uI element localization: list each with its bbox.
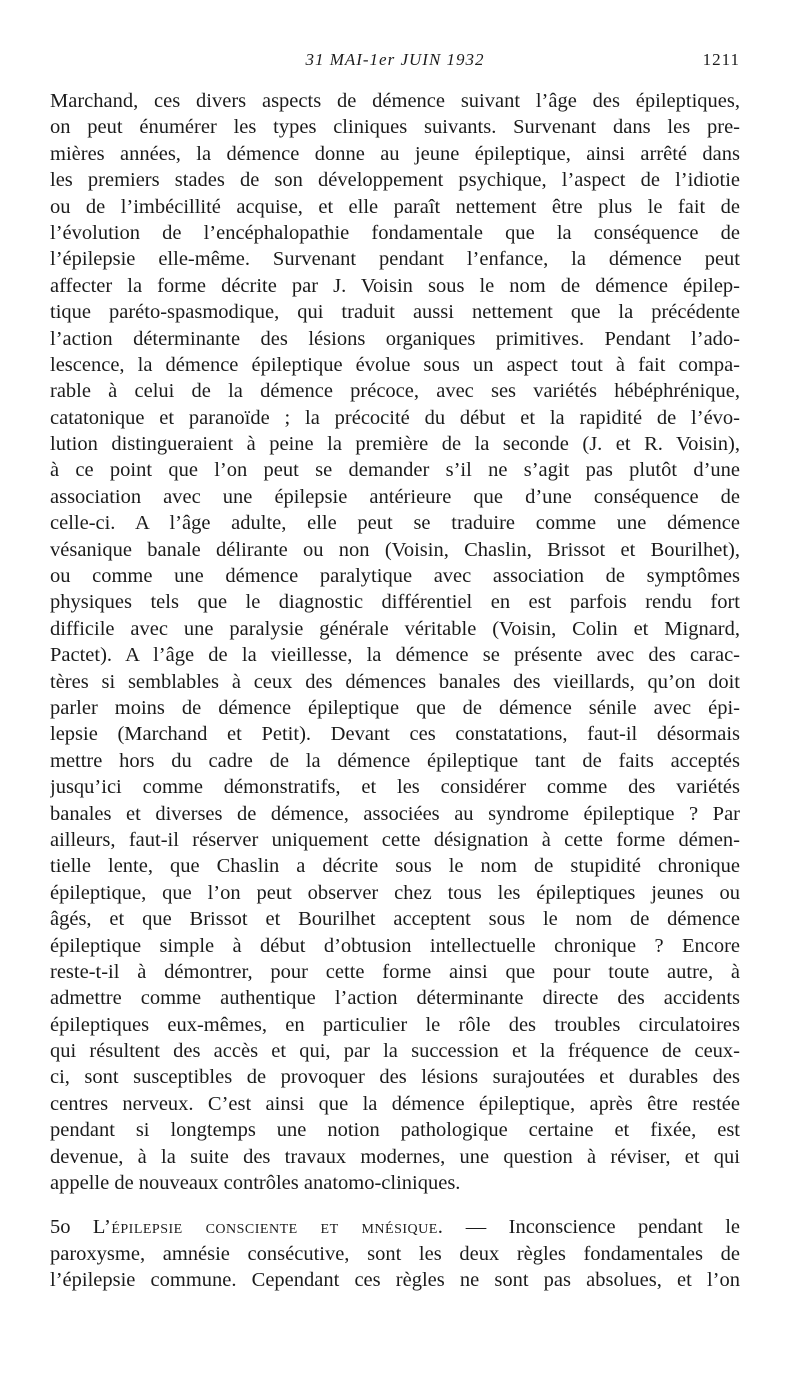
text-line: catatonique et paranoïde ; la précocité du début et la rapidité de l’évo- <box>50 406 740 429</box>
text-line: rable à celui de la démence précoce, avec ses variétés hébéphrénique, <box>50 380 740 403</box>
text-line: parler moins de démence épileptique que de démence sénile avec épi- <box>50 696 740 719</box>
text-line: ailleurs, faut-il réserver uniquement cette désignation à cette forme démen- <box>50 828 740 851</box>
text-line: jusqu’ici comme démonstratifs, et les considérer comme des variétés <box>50 776 740 799</box>
running-header <box>50 50 740 76</box>
text-line: qui résultent des accès et qui, par la succession et la fréquence de ceux- <box>50 1040 740 1063</box>
journal-page <box>50 50 740 1294</box>
text-line: lescence, la démence épileptique évolue sous un aspect tout à fait compa- <box>50 353 740 376</box>
text-line: lepsie (Marchand et Petit). Devant ces constatations, faut-il désormais <box>50 723 740 746</box>
section-heading: L’épilepsie consciente et mnésique. <box>92 1216 444 1239</box>
text-line: mières années, la démence donne au jeune épileptique, ainsi arrêté dans <box>50 142 740 165</box>
text-line: difficile avec une paralysie générale véritable (Voisin, Colin et Mignard, <box>50 617 740 640</box>
text-line: paroxysme, amnésie consécutive, sont les deux règles fondamentales de <box>50 1242 740 1265</box>
text-line: Pactet). A l’âge de la vieillesse, la démence se présente avec des carac- <box>50 644 740 667</box>
text-line: tères si semblables à ceux des démences banales des vieillards, qu’on doit <box>50 670 740 693</box>
page-number: 1211 <box>702 50 740 69</box>
text-line: banales et diverses de démence, associées au syndrome épileptique ? Par <box>50 802 740 825</box>
section-heading-line <box>50 1214 740 1240</box>
paragraph-dementia-types <box>50 88 740 1196</box>
text-line: tique paréto-spasmodique, qui traduit aussi nettement que la précédente <box>50 301 740 324</box>
section-gap <box>50 1196 740 1214</box>
text-line: celle-ci. A l’âge adulte, elle peut se traduire comme une démence <box>50 512 740 535</box>
text-line: devenue, à la suite des travaux modernes, une question à réviser, et qui <box>50 1145 740 1168</box>
text-line: ou comme une démence paralytique avec association de symptômes <box>50 565 740 588</box>
text-line: lution distingueraient à peine la première de la seconde (J. et R. Voisin), <box>50 433 740 456</box>
text-line: tielle lente, que Chaslin a décrite sous le nom de stupidité chronique <box>50 855 740 878</box>
text-line: on peut énumérer les types cliniques suivants. Survenant dans les pre- <box>50 116 740 139</box>
text-line: âgés, et que Brissot et Bourilhet acceptent sous le nom de démence <box>50 908 740 931</box>
text-line: épileptique, que l’on peut observer chez tous les épileptiques jeunes ou <box>50 881 740 904</box>
article-body <box>50 88 740 1294</box>
text-line: l’épilepsie commune. Cependant ces règles ne sont pas absolues, et l’on <box>50 1269 740 1292</box>
text-line: à ce point que l’on peut se demander s’il ne s’agit pas plutôt d’une <box>50 459 740 482</box>
text-line: ou de l’imbécillité acquise, et elle paraît nettement être plus le fait de <box>50 195 740 218</box>
text-line: épileptiques eux-mêmes, en particulier le rôle des troubles circulatoires <box>50 1013 740 1036</box>
text-line: pendant si longtemps une notion pathologique certaine et fixée, est <box>50 1119 740 1142</box>
text-line: affecter la forme décrite par J. Voisin sous le nom de démence épilep- <box>50 274 740 297</box>
text-line: centres nerveux. C’est ainsi que la démence épileptique, après être restée <box>50 1092 740 1115</box>
text-line: association avec une épilepsie antérieure que d’une conséquence de <box>50 485 740 508</box>
section-heading-continuation: — Inconscience pendant le <box>443 1216 740 1239</box>
text-line: Marchand, ces divers aspects de démence suivant l’âge des épileptiques, <box>50 90 740 112</box>
text-line: physiques tels que le diagnostic différentiel en est parfois rendu fort <box>50 591 740 614</box>
text-line: l’épilepsie elle-même. Survenant pendant l’enfance, la démence peut <box>50 248 740 271</box>
section-number: 5o <box>50 1216 71 1239</box>
text-line: épileptique simple à début d’obtusion intellectuelle chronique ? Encore <box>50 934 740 957</box>
issue-date: 31 MAI-1er JUIN 1932 <box>305 50 485 69</box>
text-line: appelle de nouveaux contrôles anatomo-cliniques. <box>50 1172 461 1195</box>
text-line: l’action déterminante des lésions organiques primitives. Pendant l’ado- <box>50 327 740 350</box>
text-line: reste-t-il à démontrer, pour cette forme ainsi que pour toute autre, à <box>50 960 740 983</box>
section-5-paragraph <box>50 1214 740 1293</box>
text-line: admettre comme authentique l’action déterminante directe des accidents <box>50 987 740 1010</box>
text-line: mettre hors du cadre de la démence épileptique tant de faits acceptés <box>50 749 740 772</box>
text-line: ci, sont susceptibles de provoquer des lésions surajoutées et durables des <box>50 1066 740 1089</box>
text-line: les premiers stades de son développement psychique, l’aspect de l’idiotie <box>50 169 740 192</box>
text-line: vésanique banale délirante ou non (Voisin, Chaslin, Brissot et Bourilhet), <box>50 538 740 561</box>
text-line: l’évolution de l’encéphalopathie fondamentale que la conséquence de <box>50 221 740 244</box>
